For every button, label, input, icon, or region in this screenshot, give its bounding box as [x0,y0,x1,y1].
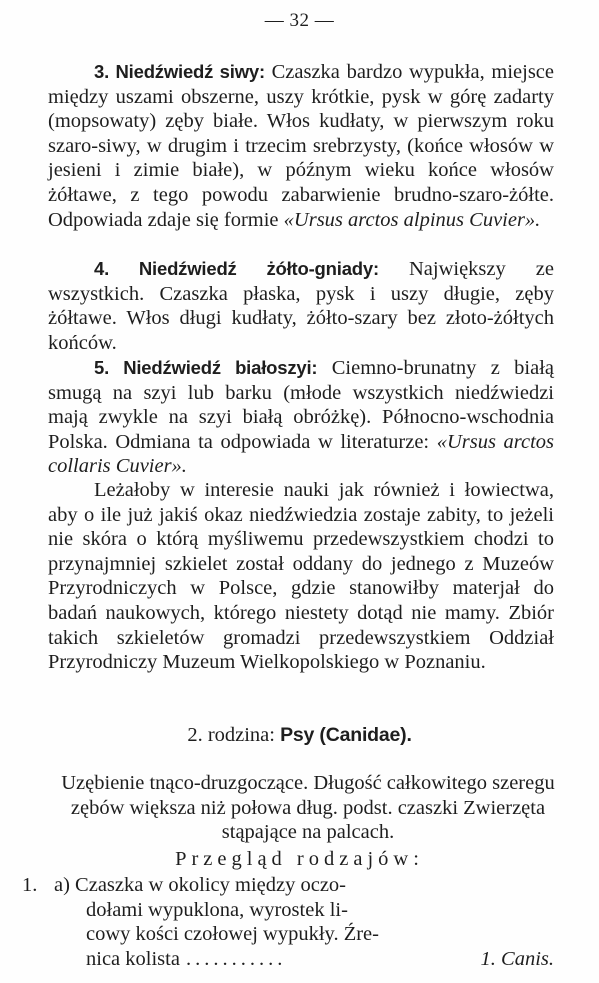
section-4-text: Największy ze wszystkich. Czaszka płaska, pysk i uszy długie, zęby żółtawe. Włos długi kudłaty, żółto-szary bez złoto-żółtych końców. [48,258,554,354]
section-3-latin-name: «Ursus arctos alpinus Cuvier». [283,208,541,231]
family-prefix: 2. rodzina: [187,724,275,746]
section-4-heading: 4. Niedźwiedź żółto-gniady: [94,258,379,279]
overview-heading: Przegląd rodzajów: [175,848,424,870]
museum-paragraph: Leżałoby w interesie nauki jak również i łowiectwa, aby o ile już jakiś okaz niedźwiedzia zostaje zabity, to jeżeli nie skóra o którą myśliwemu przedewszystkiem chodzi to przynajmniej szkielet został oddany do jednego z Muzeów Przyrodniczych w Polsce, gdzie stanowiłby materjał do badań naukowych, którego niestety dotąd nie mamy. Zbiór takich szkieletów gromadzi przedewszystkiem Oddział Przyrodniczy Muzeum Wielkopolskiego w Poznaniu. [48,479,554,674]
key-target-genus: 1. Canis. [480,947,554,970]
key-entry-number: 1. [22,874,38,896]
section-5-text: Ciemno-brunatny z białą smugą na szyi lub barku (młode wszystkich niedźwiedzi mają zwykle na szyi białą obróżkę). Północno-wschodnia Polska. Odmiana ta odpowiada w literaturze: [48,357,554,453]
family-name: Psy (Canidae). [280,724,412,746]
key-line: cowy kości czołowej wypukły. Źre- [86,923,379,946]
page-number: — 32 — [264,10,335,31]
section-3-text: Czaszka bardzo wypukła, miejsce między uszami obszerne, uszy krótkie, pysk w górę zadarty (mopsowaty) zęby białe. Włos kudłaty, w pierwszym roku szaro-siwy, w drugim i trzecim srebrzysty, (końce włosów w jesieni i zimie białe), w późnym wieku końce włosów żółtawe, z tego powodu zabarwienie brudno-szaro-żółte. Odpowiada zdaje się formie [48,61,554,231]
identification-key [22,873,554,971]
section-3-heading: 3. Niedźwiedź siwy: [94,61,265,82]
key-last-text: nica kolista [86,947,180,970]
section-3-paragraph [48,60,554,232]
key-entry-body [54,873,554,971]
family-characteristics: Uzębienie tnąco-druzgoczące. Długość całkowitego szeregu zębów większa niż połowa dług. podst. czaszki Zwierzęta stąpające na palcach. [61,772,555,844]
leader-dots: ........... [185,947,287,970]
section-4-paragraph [48,257,554,355]
key-last-line [54,947,554,972]
key-line: dołami wypuklona, wyrostek li- [86,898,348,921]
section-5-heading: 5. Niedźwiedź białoszyi: [94,357,318,378]
key-line: a) Czaszka w okolicy między oczo- [54,874,347,896]
key-entry [22,873,554,971]
section-5-latin-name: «Ursus arctos collaris Cuvier». [48,430,555,478]
family-heading [0,723,599,748]
section-5-paragraph [48,356,554,479]
